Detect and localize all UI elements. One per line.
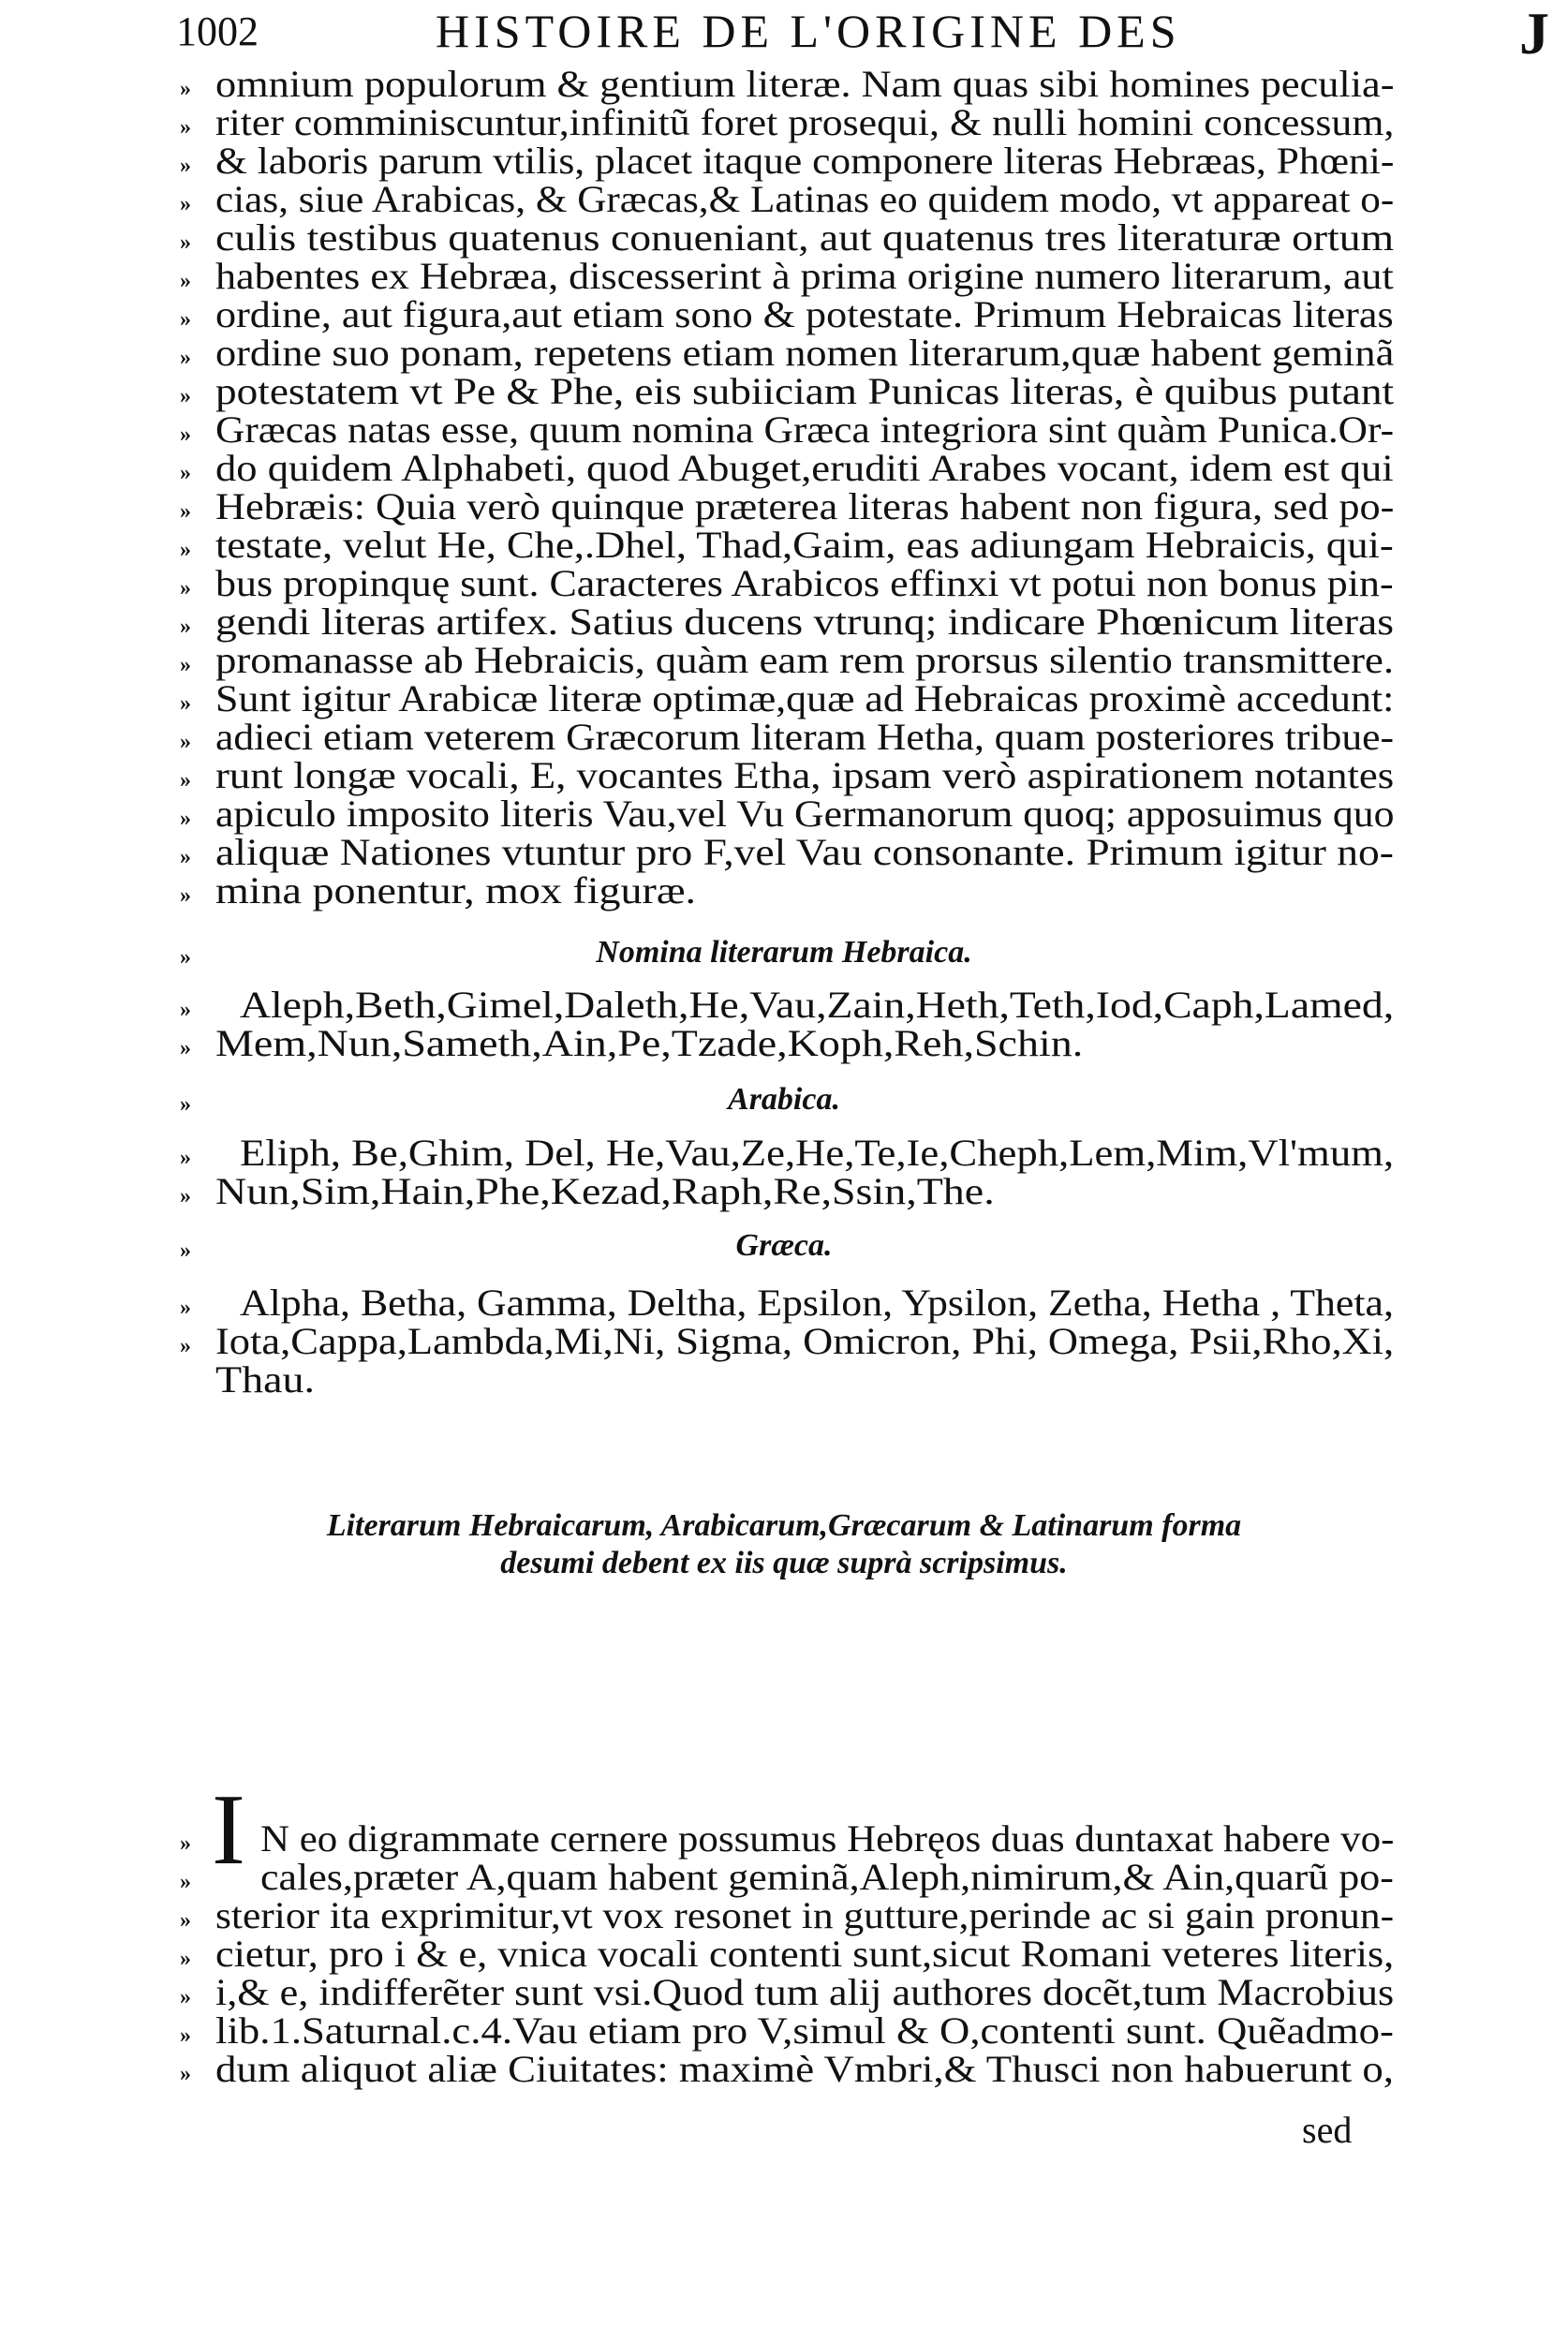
text-line: riter comminiscuntur,infinitũ foret prosequi, & nulli homini concessum,	[215, 101, 1395, 143]
text-line: mina ponentur, mox figuræ.	[215, 869, 697, 912]
quote-mark: »	[180, 1870, 191, 1894]
quote-mark: »	[180, 576, 191, 600]
section-heading: Literarum Hebraicarum, Arabicarum,Græcarum & Latinarum forma	[326, 1508, 1242, 1543]
quote-mark: »	[180, 653, 191, 677]
text-line: Græcas natas esse, quum nomina Græca integriora sint quàm Punica.Or-	[215, 408, 1395, 451]
quote-mark: »	[180, 945, 191, 970]
quote-mark: »	[180, 1092, 191, 1117]
quote-mark: »	[180, 730, 191, 754]
quote-mark: »	[180, 807, 191, 831]
text-line: cietur, pro i & e, vnica vocali contenti sunt,sicut Romani veteres literis,	[215, 1933, 1395, 1975]
text-line: bus propinquę sunt. Caracteres Arabicos effinxi vt potui non bonus pin-	[215, 562, 1394, 604]
quote-mark: »	[180, 499, 191, 524]
quote-mark: »	[180, 422, 191, 447]
running-head: HISTOIRE DE L'ORIGINE DES	[436, 5, 1181, 57]
text-line: cias, siue Arabicas, & Græcas,& Latinas eo quidem modo, vt appareat o-	[215, 178, 1395, 220]
text-line: lib.1.Saturnal.c.4.Vau etiam pro V,simul & O,contenti sunt. Quẽadmo-	[215, 2009, 1394, 2052]
text-line: i,& e, indifferẽter sunt vsi.Quod tum alij authores docẽt,tum Macrobius	[215, 1971, 1395, 2013]
quote-mark: »	[180, 1296, 191, 1320]
arabic-names-line: Eliph, Be,Ghim, Del, He,Vau,Ze,He,Te,Ie,Cheph,Lem,Mim,Vl'mum,	[240, 1132, 1395, 1174]
quote-mark: »	[180, 1908, 191, 1933]
quote-mark: »	[180, 883, 191, 908]
quote-mark: »	[180, 1146, 191, 1170]
text-line: ordine suo ponam, repetens etiam nomen literarum,quæ habent geminã	[215, 332, 1395, 374]
quote-mark: »	[180, 691, 191, 716]
quote-mark: »	[180, 1238, 191, 1263]
text-line: Hebræis: Quia verò quinque præterea literas habent non figura, sed po-	[215, 485, 1395, 527]
quote-mark: »	[180, 269, 191, 293]
text-line: & laboris parum vtilis, placet itaque componere literas Hebræas, Phœni-	[215, 140, 1395, 182]
text-line: ordine, aut figura,aut etiam sono & potestate. Primum Hebraicas literas	[215, 293, 1394, 335]
arabic-names-line: Nun,Sim,Hain,Phe,Kezad,Raph,Re,Ssin,The.	[215, 1170, 995, 1212]
quote-mark: »	[180, 346, 191, 370]
text-line: omnium populorum & gentium literæ. Nam quas sibi homines peculia-	[215, 63, 1395, 105]
quote-mark: »	[180, 998, 191, 1022]
text-line: do quidem Alphabeti, quod Abuget,eruditi Arabes vocant, idem est qui	[215, 447, 1394, 489]
text-line: runt longæ vocali, E, vocantes Etha, ipsam verò aspirationem notantes	[215, 754, 1395, 796]
page-number: 1002	[176, 8, 259, 54]
text-line: potestatem vt Pe & Phe, eis subiiciam Punicas literas, è quibus putant	[215, 370, 1395, 412]
quote-mark: »	[180, 154, 191, 178]
quote-mark: »	[180, 1184, 191, 1208]
quote-mark: »	[180, 77, 191, 101]
text-line: habentes ex Hebræa, discesserint à prima origine numero literarum, aut	[215, 255, 1394, 297]
text-line: cales,præter A,quam habent geminã,Aleph,nimirum,& Ain,quarũ po-	[260, 1856, 1394, 1898]
quote-mark: »	[180, 845, 191, 869]
catchword: sed	[1302, 2109, 1353, 2151]
greek-names-line: Iota,Cappa,Lambda,Mi,Ni, Sigma, Omicron, Phi, Omega, Psii,Rho,Xi,	[215, 1320, 1395, 1362]
quote-mark: »	[180, 1947, 191, 1971]
quote-mark: »	[180, 2023, 191, 2048]
quote-mark: »	[180, 768, 191, 793]
quote-mark: »	[180, 615, 191, 639]
quote-mark: »	[180, 1036, 191, 1060]
greek-heading: Græca.	[735, 1228, 833, 1263]
text-line: culis testibus quatenus conueniant, aut quatenus tres literaturæ ortum	[215, 216, 1395, 259]
text-line: promanasse ab Hebraicis, quàm eam rem prorsus silentio transmittere.	[215, 639, 1395, 681]
quote-mark: »	[180, 1831, 191, 1856]
section-heading: desumi debent ex iis quæ suprà scripsimus.	[500, 1546, 1068, 1580]
text-line: dum aliquot aliæ Ciuitates: maximè Vmbri,& Thusci non habuerunt o,	[215, 2048, 1394, 2090]
quote-mark: »	[180, 2062, 191, 2086]
text-line: N eo digrammate cernere possumus Hebręos duas duntaxat habere vo-	[260, 1817, 1395, 1860]
text-line: gendi literas artifex. Satius ducens vtrunq; indicare Phœnicum literas	[215, 600, 1395, 643]
corner-mark: J	[1519, 0, 1549, 67]
quote-mark: »	[180, 1985, 191, 2009]
quote-mark: »	[180, 230, 191, 255]
hebrew-names-line: Mem,Nun,Sameth,Ain,Pe,Tzade,Koph,Reh,Schin.	[215, 1022, 1084, 1064]
quote-mark: »	[180, 538, 191, 562]
quote-mark: »	[180, 115, 191, 140]
text-line: testate, velut He, Che,.Dhel, Thad,Gaim, eas adiungam Hebraicis, qui-	[215, 524, 1394, 566]
text-line: sterior ita exprimitur,vt vox resonet in gutture,perinde ac si gain pronun-	[215, 1894, 1395, 1936]
greek-names-line: Thau.	[215, 1358, 316, 1401]
quote-mark: »	[180, 384, 191, 408]
hebrew-names-line: Aleph,Beth,Gimel,Daleth,He,Vau,Zain,Heth,Teth,Iod,Caph,Lamed,	[240, 984, 1395, 1026]
text-line: adieci etiam veterem Græcorum literam Hetha, quam posteriores tribue-	[215, 716, 1395, 758]
greek-names-line: Alpha, Betha, Gamma, Deltha, Epsilon, Ypsilon, Zetha, Hetha , Theta,	[240, 1282, 1394, 1324]
drop-cap: I	[212, 1774, 245, 1886]
quote-mark: »	[180, 192, 191, 216]
quote-mark: »	[180, 1334, 191, 1358]
quote-mark: »	[180, 461, 191, 485]
text-line: Sunt igitur Arabicæ literæ optimæ,quæ ad Hebraicas proximè accedunt:	[215, 677, 1395, 719]
text-line: aliquæ Nationes vtuntur pro F,vel Vau consonante. Primum igitur no-	[215, 831, 1394, 873]
quote-mark: »	[180, 307, 191, 332]
text-line: apiculo imposito literis Vau,vel Vu Germanorum quoq; apposuimus quo	[215, 793, 1395, 835]
hebrew-heading: Nomina literarum Hebraica.	[596, 935, 972, 970]
arabic-heading: Arabica.	[728, 1082, 840, 1117]
